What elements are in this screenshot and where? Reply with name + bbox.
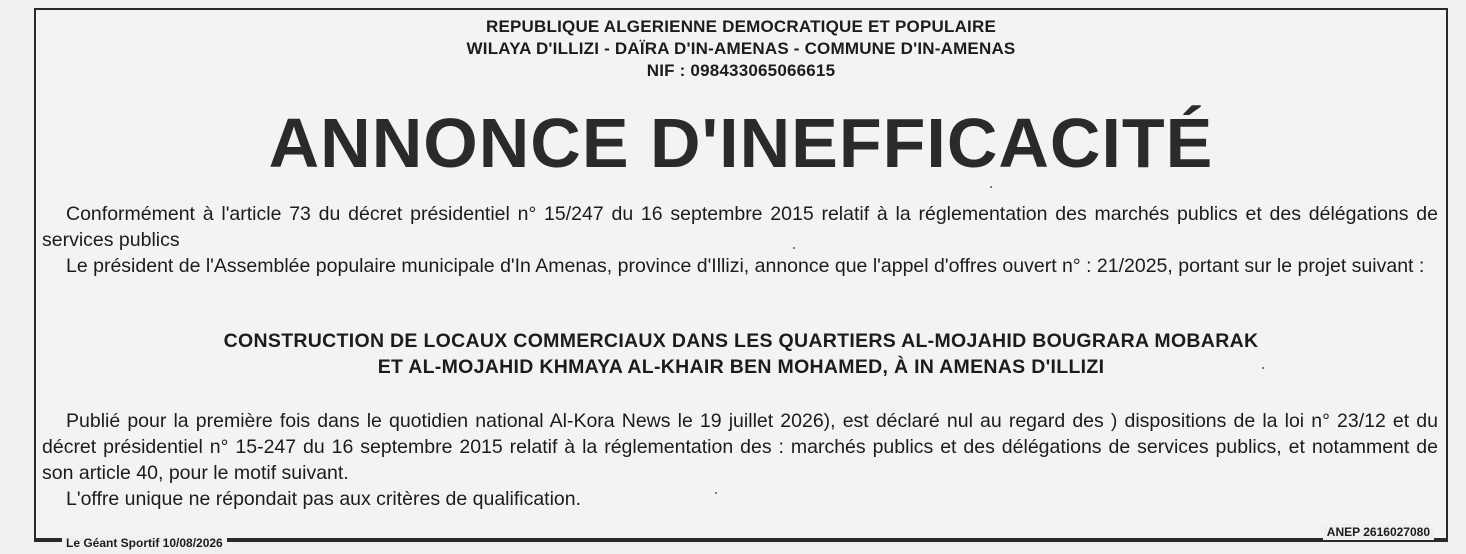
header-republic: REPUBLIQUE ALGERIENNE DEMOCRATIQUE ET POPULAIRE [486, 17, 996, 36]
paragraph-announcement: Le président de l'Assemblée populaire municipale d'In Amenas, province d'Illizi, annonce que l'appel d'offres ouvert n° : 21/2025, portant sur le projet suivant : [66, 255, 1425, 277]
print-speck [990, 186, 992, 188]
project-title [36, 328, 1446, 380]
paragraph-reason: L'offre unique ne répondait pas aux critères de qualification. [66, 488, 582, 510]
project-title-line1: CONSTRUCTION DE LOCAUX COMMERCIAUX DANS LES QUARTIERS AL-MOJAHID BOUGRARA MOBARAK [223, 330, 1259, 352]
header-nif: NIF : 098433065066615 [646, 61, 836, 80]
announcement-frame [34, 8, 1448, 540]
header-wilaya: WILAYA D'ILLIZI - DAÏRA D'IN-AMENAS - COMMUNE D'IN-AMENAS [466, 39, 1016, 58]
announcement-title: ANNONCE D'INEFFICACITÉ [268, 104, 1214, 182]
print-speck [793, 247, 795, 249]
paragraph-declaration: Publié pour la première fois dans le quotidien national Al-Kora News le 19 juillet 2026), est déclaré nul au regard des ) dispositions de la loi n° 23/12 et du décret présidentiel n° 15-247 du 16 septembre 2015 relatif à la réglementation des : marchés publics et des délégations de services publics, et notamment de son article 40, pour le motif suivant. [42, 410, 1438, 484]
announcement-header [36, 16, 1446, 82]
anep-reference: ANEP 2616027080 [1323, 524, 1434, 540]
paragraph-legal-basis: Conformément à l'article 73 du décret présidentiel n° 15/247 du 16 septembre 2015 relatif à la réglementation des marchés publics et des délégations de services publics [42, 203, 1438, 251]
print-speck [1262, 367, 1264, 369]
publication-source: Le Géant Sportif 10/08/2026 [62, 535, 227, 551]
footer-rule [34, 540, 1448, 542]
print-speck [715, 492, 717, 494]
project-title-line2: ET AL-MOJAHID KHMAYA AL-KHAIR BEN MOHAMED, À IN AMENAS D'ILLIZI [377, 356, 1105, 378]
